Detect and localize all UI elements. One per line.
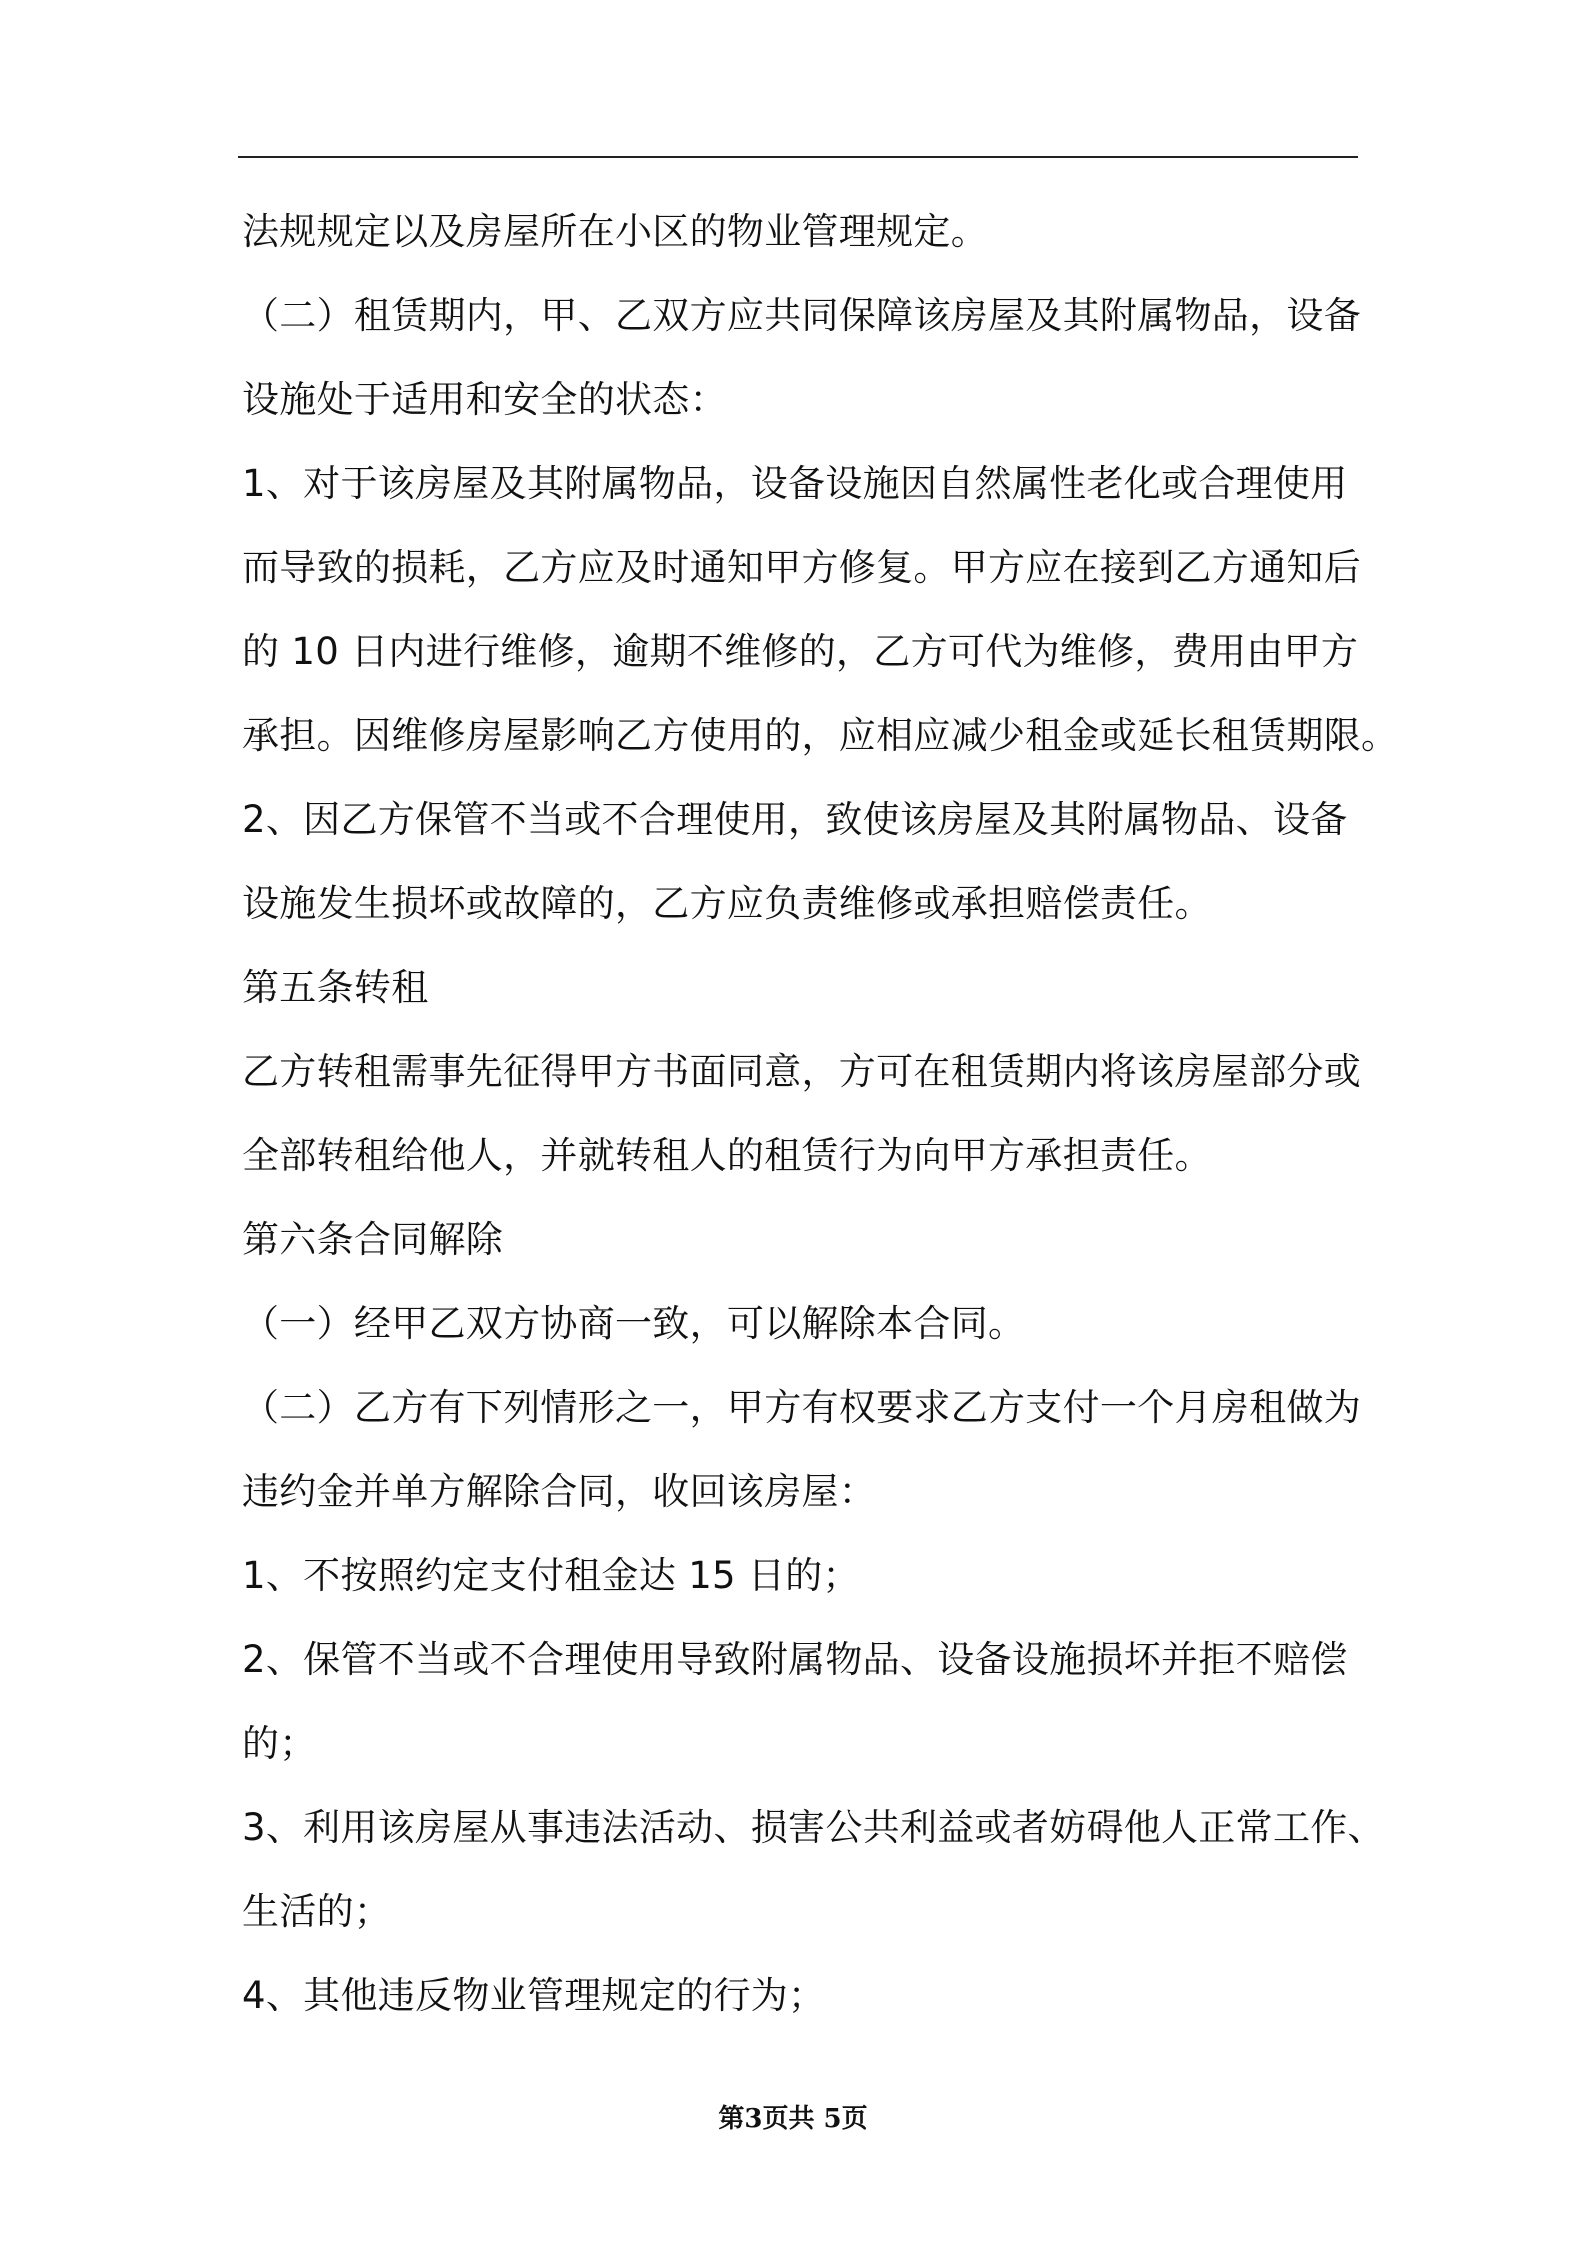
text-line: 的 10 日内进行维修，逾期不维修的，乙方可代为维修，费用由甲方 xyxy=(242,630,1359,673)
header-rule xyxy=(238,156,1358,158)
page-number: 第3页共 5页 xyxy=(718,2104,868,2134)
text-line: 承担。因维修房屋影响乙方使用的，应相应减少租金或延长租赁期限。 xyxy=(242,714,1399,757)
section-heading: 第五条转租 xyxy=(242,966,429,1009)
text-line: 生活的； xyxy=(242,1890,392,1933)
section-heading: 第六条合同解除 xyxy=(242,1218,504,1261)
text-line: 设施发生损坏或故障的，乙方应负责维修或承担赔偿责任。 xyxy=(242,882,1212,925)
text-line: （二）乙方有下列情形之一，甲方有权要求乙方支付一个月房租做为 xyxy=(242,1386,1361,1429)
text-line: 乙方转租需事先征得甲方书面同意，方可在租赁期内将该房屋部分或 xyxy=(242,1050,1361,1093)
text-line: （二）租赁期内，甲、乙双方应共同保障该房屋及其附属物品，设备 xyxy=(242,294,1361,337)
text-line: 1、对于该房屋及其附属物品，设备设施因自然属性老化或合理使用 xyxy=(242,462,1348,505)
text-line: 全部转租给他人，并就转租人的租赁行为向甲方承担责任。 xyxy=(242,1134,1212,1177)
text-line: 2、保管不当或不合理使用导致附属物品、设备设施损坏并拒不赔偿 xyxy=(242,1638,1348,1681)
text-line: 4、其他违反物业管理规定的行为； xyxy=(242,1974,826,2017)
text-line: 3、利用该房屋从事违法活动、损害公共利益或者妨碍他人正常工作、 xyxy=(242,1806,1385,1849)
text-line: （一）经甲乙双方协商一致，可以解除本合同。 xyxy=(242,1302,1026,1345)
document-body xyxy=(242,190,1399,2038)
text-line: 的； xyxy=(242,1722,317,1765)
text-line: 违约金并单方解除合同，收回该房屋： xyxy=(242,1470,877,1513)
text-line: 法规规定以及房屋所在小区的物业管理规定。 xyxy=(242,210,988,253)
text-line: 1、不按照约定支付租金达 15 日的； xyxy=(242,1554,860,1597)
text-line: 而导致的损耗，乙方应及时通知甲方修复。甲方应在接到乙方通知后 xyxy=(242,546,1361,589)
text-line: 2、因乙方保管不当或不合理使用，致使该房屋及其附属物品、设备 xyxy=(242,798,1348,841)
text-line: 设施处于适用和安全的状态： xyxy=(242,378,727,421)
